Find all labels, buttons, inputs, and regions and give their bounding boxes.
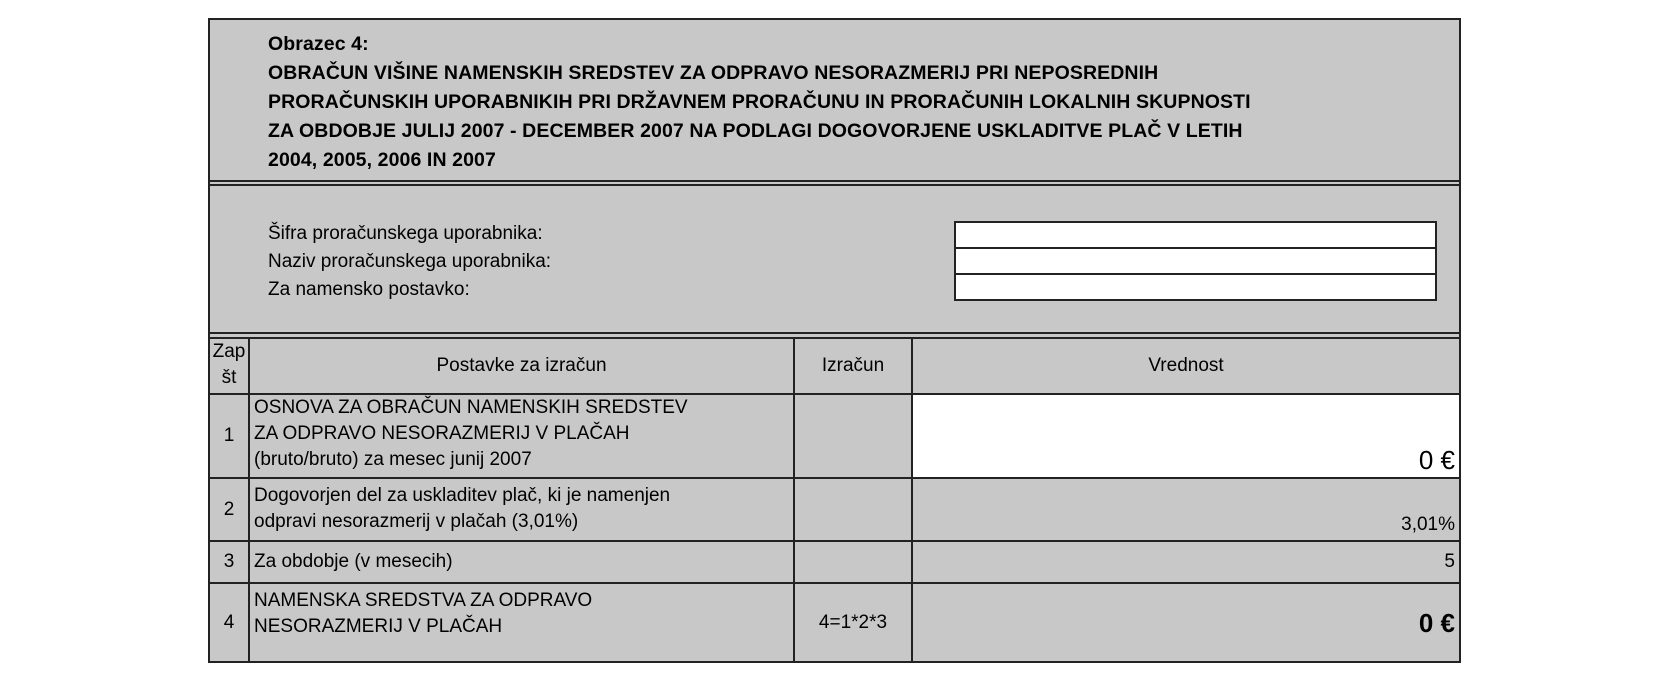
name-label: Naziv proračunskega uporabnika: (268, 251, 552, 272)
row-1-no-text: 1 (223, 425, 235, 446)
row-1-value-text: 0 € (1418, 445, 1455, 475)
title-line-2: PRORAČUNSKIH UPORABNIKIH PRI DRŽAVNEM PRORAČUNU IN PRORAČUNIH LOKALNIH SKUPNOSTI (268, 91, 1251, 113)
item-label: Za namensko postavko: (268, 279, 470, 300)
row-3-value-text: 5 (1444, 551, 1455, 572)
row-2-no (210, 479, 250, 540)
row-2-no-text: 2 (223, 498, 235, 520)
row-2-value-text: 3,01% (1401, 514, 1455, 535)
row-3-item-line-1: Za obdobje (v mesecih) (254, 551, 453, 572)
row-3-value (913, 542, 1459, 582)
form-header (210, 20, 1459, 182)
item-field[interactable] (954, 273, 1437, 301)
row-4-value (913, 584, 1459, 661)
row-1-value[interactable] (913, 395, 1459, 477)
row-4-calc (795, 584, 913, 661)
form-number: Obrazec 4: (268, 33, 369, 55)
user-info-section (210, 188, 1459, 334)
row-3-calc (795, 542, 913, 582)
row-1-item-line-3: (bruto/bruto) za mesec junij 2007 (254, 449, 532, 470)
code-field[interactable] (954, 221, 1437, 249)
header-no-line-2: št (221, 367, 237, 388)
row-4-calc-text: 4=1*2*3 (818, 611, 888, 633)
title-line-1: OBRAČUN VIŠINE NAMENSKIH SREDSTEV ZA ODPRAVO NESORAZMERIJ PRI NEPOSREDNIH (268, 62, 1159, 84)
row-3-item (250, 542, 795, 582)
form-4 (208, 18, 1461, 663)
row-2-calc (795, 479, 913, 540)
row-3-no-text: 3 (223, 551, 235, 572)
row-2-item (250, 479, 795, 540)
row-2-item-line-1: Dogovorjen del za uskladitev plač, ki je namenjen (254, 485, 671, 506)
calculation-table (210, 337, 1459, 663)
header-calc (795, 339, 913, 393)
table-row-3 (210, 542, 1459, 584)
row-1-no (210, 395, 250, 477)
row-1-item (250, 395, 795, 477)
row-1-item-line-2: ZA ODPRAVO NESORAZMERIJ V PLAČAH (254, 423, 630, 444)
header-no (210, 339, 250, 393)
header-item (250, 339, 795, 393)
row-3-no (210, 542, 250, 582)
name-field[interactable] (954, 247, 1437, 275)
row-2-value (913, 479, 1459, 540)
table-row-4 (210, 584, 1459, 661)
row-4-item (250, 584, 795, 661)
form-title (268, 30, 1448, 175)
header-item-text: Postavke za izračun (436, 355, 607, 376)
row-4-no-text: 4 (223, 611, 235, 633)
row-1-calc (795, 395, 913, 477)
header-divider (210, 184, 1459, 186)
header-value (913, 339, 1459, 393)
table-header-row (210, 339, 1459, 395)
title-line-3: ZA OBDOBJE JULIJ 2007 - DECEMBER 2007 NA PODLAGI DOGOVORJENE USKLADITVE PLAČ V LETIH (268, 120, 1243, 142)
row-4-value-text: 0 € (1418, 607, 1455, 638)
row-2-item-line-2: odpravi nesorazmerij v plačah (3,01%) (254, 511, 579, 532)
code-label: Šifra proračunskega uporabnika: (268, 223, 543, 244)
header-no-line-1: Zap (212, 341, 246, 362)
row-4-item-line-2: NESORAZMERIJ V PLAČAH (254, 616, 503, 637)
row-4-no (210, 584, 250, 661)
header-calc-text: Izračun (821, 355, 885, 376)
header-value-text: Vrednost (1148, 355, 1224, 376)
table-row-2 (210, 479, 1459, 542)
table-row-1 (210, 395, 1459, 479)
row-4-item-line-1: NAMENSKA SREDSTVA ZA ODPRAVO (254, 590, 593, 611)
title-line-4: 2004, 2005, 2006 IN 2007 (268, 149, 496, 171)
row-1-item-line-1: OSNOVA ZA OBRAČUN NAMENSKIH SREDSTEV (254, 397, 688, 418)
